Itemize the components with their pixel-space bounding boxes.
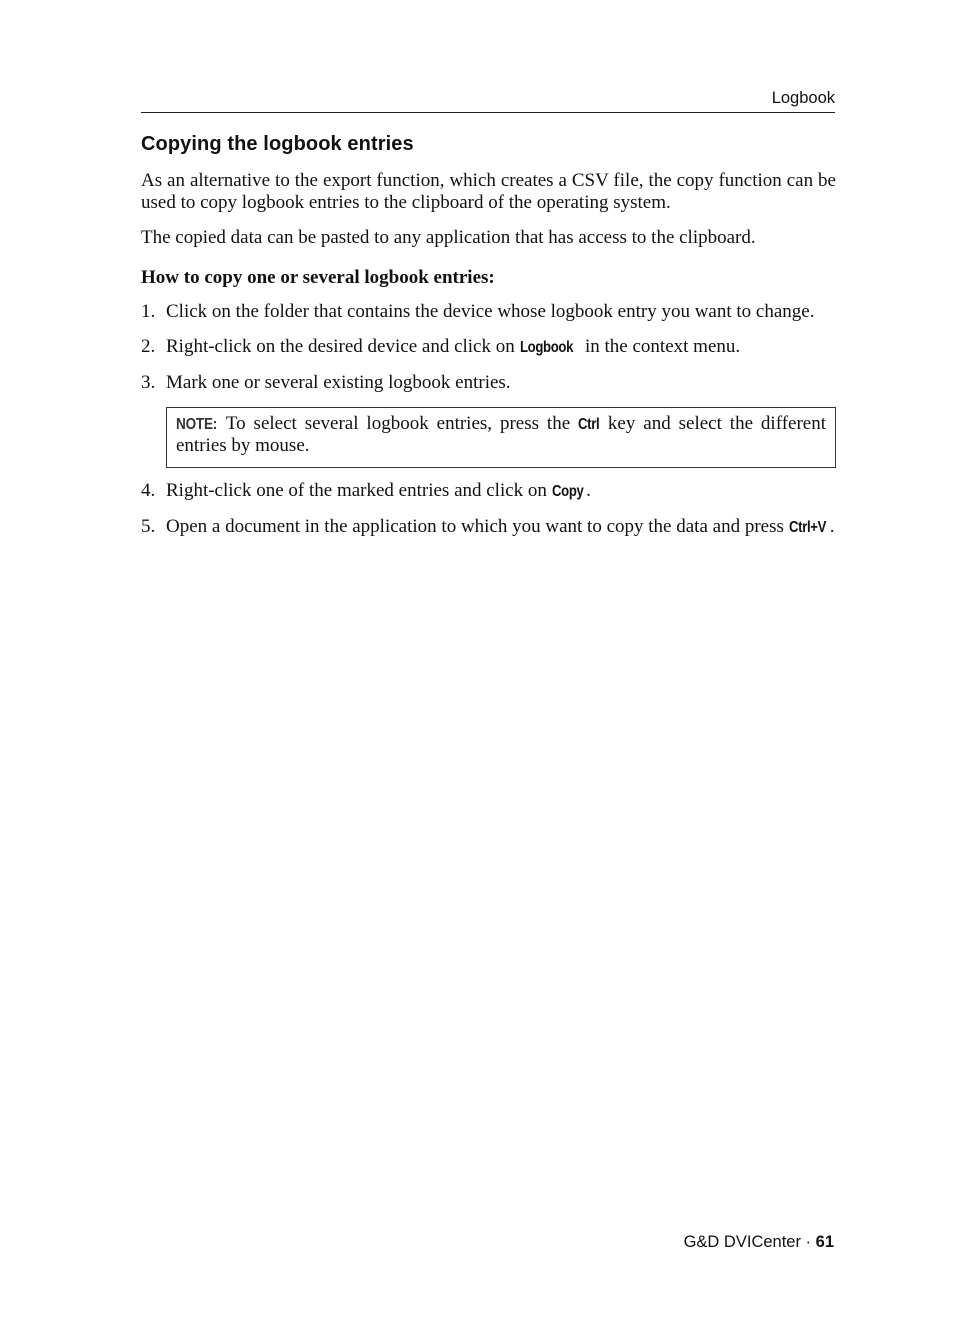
step-1 (141, 301, 836, 323)
section-title: Copying the logbook entries (141, 133, 414, 155)
ui-term-logbook: Logbook (519, 339, 573, 356)
running-header (141, 88, 835, 113)
step-number: 1. (141, 301, 156, 322)
step-3 (141, 372, 836, 394)
note-text-before: To select several logbook entries, press the (218, 413, 579, 434)
step-number: 2. (141, 336, 156, 357)
step-text-after: . (829, 516, 835, 537)
procedure-title: How to copy one or several logbook entries: (141, 267, 495, 288)
step-text-before: Open a document in the application to which you want to copy the data and press (166, 516, 789, 537)
step-text: Mark one or several existing logbook entries. (166, 372, 511, 393)
step-text-after: . (586, 480, 591, 501)
note-text-after: key and select the different entries by mouse. (176, 413, 826, 456)
step-text-before: Right-click one of the marked entries and click on (166, 480, 552, 501)
step-text-after: in the context menu. (580, 336, 741, 357)
step-number: 3. (141, 372, 156, 393)
step-2 (141, 336, 836, 359)
step-text-before: Right-click on the desired device and click on (166, 336, 520, 357)
ui-term-ctrl: Ctrl (578, 416, 600, 433)
intro-paragraph: As an alternative to the export function, which creates a CSV file, the copy function can be used to copy logbook entries to the clipboard of the operating system. (141, 170, 836, 213)
step-text: Click on the folder that contains the device whose logbook entry you want to change. (166, 301, 815, 322)
step-number: 5. (141, 516, 156, 537)
procedure-steps (141, 301, 836, 394)
step-5 (141, 516, 836, 539)
ui-term-copy: Copy (551, 483, 584, 500)
step-number: 4. (141, 480, 156, 501)
clipboard-paragraph: The copied data can be pasted to any application that has access to the clipboard. (141, 227, 756, 248)
page-content (141, 130, 836, 552)
running-header-section-name: Logbook (771, 89, 835, 107)
note-label: NOTE: (176, 416, 218, 433)
ui-term-ctrl-v: Ctrl+V (788, 519, 826, 536)
procedure-steps-continued (141, 480, 836, 539)
note-box (166, 407, 836, 468)
page-footer (684, 1233, 834, 1252)
footer-product-name: G&D DVICenter · (683, 1233, 816, 1251)
step-4 (141, 480, 836, 503)
page-number: 61 (815, 1233, 834, 1251)
